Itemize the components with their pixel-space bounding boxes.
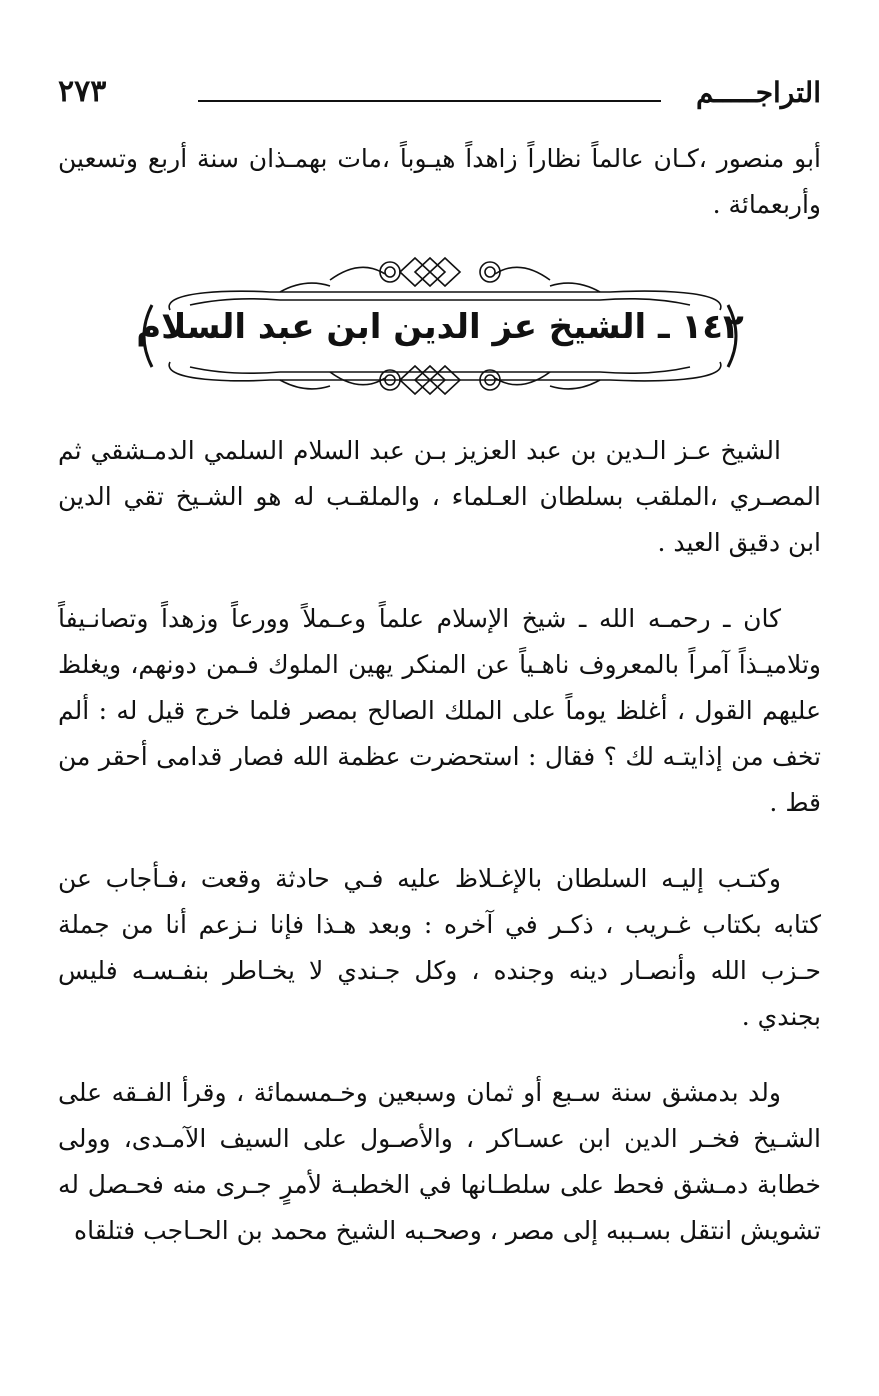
body-paragraph-1: الشيخ عـز الـدين بن عبد العزيز بـن عبد السلام السلمي الدمـشقي ثم المصـري ،الملقب بسلطان العـلماء ، والملقـب له هو الشـيخ تقي الدين ابن دقيق العيد . xyxy=(58,436,821,557)
entry-body xyxy=(58,428,821,1254)
body-paragraph-3: وكتـب إليـه السلطان بالإغـلاظ عليه فـي حادثة وقعت ،فـأجاب عن كتابه بكتاب غـريب ، ذكـر في آخره : وبعد هـذا فإنا نـزعم أنا من جملة حـزب الله وأنصـار دينه وجنده ، وكل جـندي لا يخـاطر بنفـسـه فليس بجندي . xyxy=(58,864,821,1031)
entry-heading: ١٤٢ ـ الشيخ عز الدين ابن عبد السلام xyxy=(136,307,744,347)
intro-block xyxy=(58,136,821,228)
lattice-top xyxy=(400,258,460,286)
body-paragraph-2: كان ـ رحمـه الله ـ شيخ الإسلام علماً وعـملاً وورعاً وزهداً وتصانـيفاً وتلاميـذاً آمراً بالمعروف ناهـياً عن المنكر يهين الملوك فـمن دونهم، ويغلظ عليهم القول ، أغلظ يوماً على الملك الصالح بمصر فلما خرج قيل له : ألم تخف من إذايتـه لك ؟ فقال : استحضرت عظمة الله فصار قدامى أحقر من قط . xyxy=(58,604,821,817)
running-title: التراجـــــم xyxy=(696,76,821,109)
header-rule xyxy=(198,100,661,102)
body-paragraph-4: ولد بدمشق سنة سـبع أو ثمان وسبعين وخـمسمائة ، وقرأ الفـقه على الشـيخ فخـر الدين ابن عسـاكر ، والأصـول على السيف الآمـدى، وولى خطابة دمـشق فحط على سلطـانها في الخطبـة لأمرٍ جـرى منه فحـصل له تشويش انتقل بسـببه إلى مصر ، وصحـبه الشيخ محمد بن الحـاجب فتلقاه xyxy=(58,1078,821,1245)
page-number: ٢٧٣ xyxy=(58,74,107,109)
running-header xyxy=(58,70,821,120)
intro-paragraph: أبو منصور ،كـان عالماً نظاراً زاهداً هيـوباً ،مات بهمـذان سنة أربع وتسعين وأربعمائة . xyxy=(58,144,821,219)
